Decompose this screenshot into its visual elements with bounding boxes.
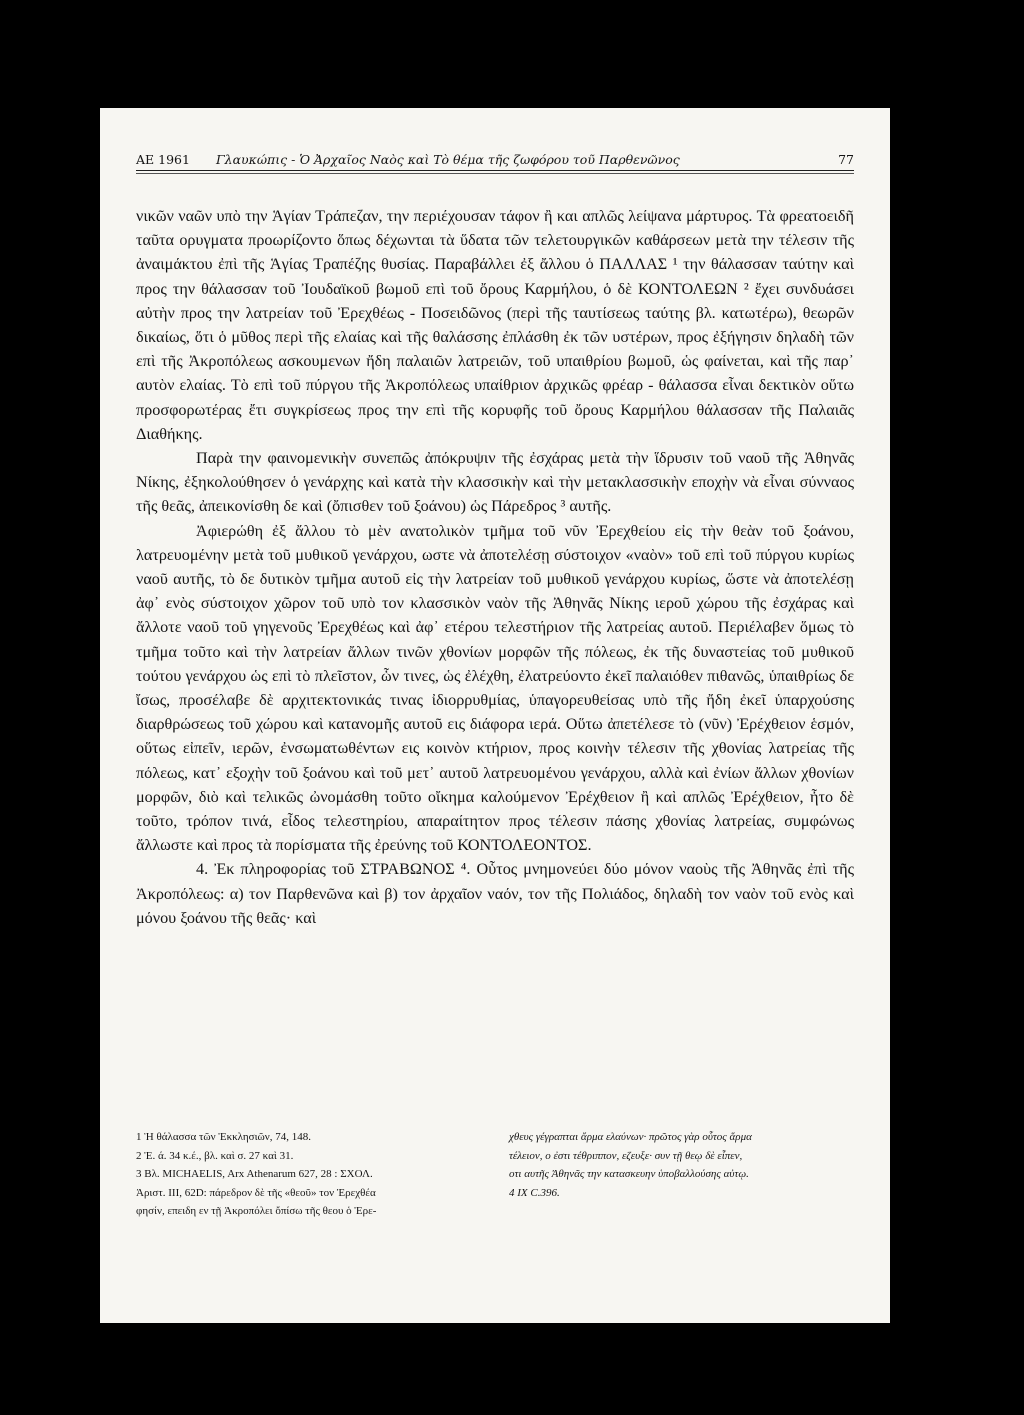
- header-rule-thin: [136, 173, 854, 174]
- paragraph: Ἀφιερώθη ἐξ ἄλλου τὸ μὲν ανατολικὸν τμῆμα τοῦ νῦν Ἐρεχθείου εἰς τὴν θεὰν τοῦ ξοάνου, λατρευομένην μετὰ τοῦ μυθικοῦ γενάρχου, ωστε νὰ ἀποτελέσῃ σύστοιχον «ναὸν» τοῦ επὶ τοῦ πύργου κυρίως ναοῦ αυτῆς, τὸ δε δυτικὸν τμῆμα αυτοῦ εἰς τὴν λατρείαν τοῦ μυθικοῦ γενάρχου κυρίως, ὥστε νὰ ἀποτελέσῃ ἀφ᾽ ενὸς σύστοιχον χῶρον τοῦ υπὸ τον κλασσικὸν ναὸν τῆς Ἀθηνᾶς Νίκης ιεροῦ χώρου τῆς ἐσχάρας καὶ ἄλλοτε ναοῦ τοῦ γηγενοῦς Ἐρεχθέως καὶ ἀφ᾽ ετέρου τελεστήριον τῆς λατρείας αυτοῦ. Περιέλαβεν ὅμως τὸ τμῆμα τοῦτο καὶ τὴν λατρείαν ἄλλων τινῶν χθονίων μορφῶν τῆς πόλεως, ἐκ τῆς δυναστείας τοῦ μυθικοῦ τούτου γενάρχου ὡς επὶ τὸ πλεῖστον, ὧν τινες, ὡς ἐλέχθη, ἐλατρεύοντο ἐκεῖ παλαιόθεν πιθανῶς, ὑπαιθρίως δε ἴσως, προσέλαβε δὲ αρχιτεκτονικάς τινας ἰδιορρυθμίας, ὑπαγορευθείσας υπὸ τῆς ἤδη ἐκεῖ ὑπαρχούσης διαρθρώσεως τοῦ χώρου καὶ κατανομῆς αυτοῦ εις διάφορα ιερά. Οὕτω ἀπετέλεσε τὸ (νῦν) Ἐρέχθειον ἑσμόν, οὕτως εἰπεῖν, ιερῶν, ἐνσωματωθέντων εις κοινὸν κτήριον, προς κοινὴν τέλεσιν τῆς χθονίας λατρείας τῆς πόλεως, κατ᾽ εξοχὴν τοῦ ξοάνου καὶ τοῦ μετ᾽ αυτοῦ λατρευομένου γενάρχου, αλλὰ καὶ ἐνίων ἄλλων χθονίων μορφῶν, διὸ καὶ τελικῶς ὠνομάσθη τοῦτο οἴκημα καλούμενον Ἐρέχθειον ἢ καὶ απλῶς Ἐρέχθειον, ἦτο δὲ τοῦτο, τρόπον τινά, εἶδος τελεστηρίου, απαραίτητον προς τέλεσιν πάσης χθονίας λατρείας, συμφώνως ἄλλωστε καὶ προς τὰ πορίσματα τῆς ἐρεύνης τοῦ ΚΟΝΤΟΛΕΟΝΤΟΣ.: [136, 521, 854, 855]
- document-page: [100, 108, 890, 1323]
- body-text: [136, 204, 854, 930]
- footnote-line: Ἀριστ. III, 62D: πάρεδρον δὲ τῆς «θεοῦ» τον Ἐρεχθέα: [136, 1186, 376, 1199]
- journal-reference: ΑΕ 1961: [136, 152, 190, 167]
- running-header: [136, 152, 854, 167]
- page-number: 77: [838, 152, 854, 167]
- footnote-line: 3 Βλ. MICHAELIS, Arx Athenarum 627, 28 : ΣΧΟΛ.: [136, 1168, 373, 1180]
- running-title: Γλαυκώπις - Ὁ Ἀρχαῖος Ναὸς καὶ Τὸ θέμα τῆς ζωφόρου τοῦ Παρθενῶνος: [216, 152, 680, 167]
- paragraph: 4. Ἐκ πληροφορίας τοῦ ΣΤΡΑΒΩΝΟΣ ⁴. Οὗτος μνημονεύει δύο μόνον ναοὺς τῆς Ἀθηνᾶς ἐπὶ τῆς Ἀκροπόλεως: α) τον Παρθενῶνα καὶ β) τον ἀρχαῖον ναόν, τον τῆς Πολιάδος, δηλαδὴ τον ναὸν τοῦ ενὸς καὶ μόνου ξοάνου τῆς θεᾶς· καὶ: [136, 860, 854, 927]
- header-rule: [136, 170, 854, 171]
- footnotes: [136, 1128, 854, 1221]
- footnote-line: 1 Ἡ θάλασσα τῶν Ἐκκλησιῶν, 74, 148.: [136, 1131, 311, 1143]
- footnote-line: τέλειον, ο ἐστι τέθριππον, εζευξε· συν τῇ θεῳ δὲ εἶπεν,: [509, 1149, 743, 1162]
- paragraph: Παρὰ την φαινομενικὴν συνεπῶς ἀπόκρυψιν τῆς ἐσχάρας μετὰ τὴν ἵδρυσιν τοῦ ναοῦ τῆς Ἀθηνᾶς Νίκης, ἐξηκολούθησεν ὁ γενάρχης καὶ κατὰ τὴν κλασσικὴν καὶ τὴν μετακλασσικὴν εποχὴν νὰ εἶναι σύνναος τῆς θεᾶς, ἀπεικονίσθη δε καὶ (ὄπισθεν τοῦ ξοάνου) ὡς Πάρεδρος ³ αυτῆς.: [136, 449, 854, 516]
- paragraph: νικῶν ναῶν υπὸ την Ἁγίαν Τράπεζαν, την περιέχουσαν τάφον ἢ και απλῶς λείψανα μάρτυρος. Τὰ φρεατοειδῆ ταῦτα ορυγματα προωρίζοντο ὅπως δέχωνται τὰ ὕδατα τῶν τελετουργικῶν καθάρσεων μετὰ την τέλεσιν τῆς ἀναιμάκτου ἐπὶ τῆς Ἁγίας Τραπέζης θυσίας. Παραβάλλει ἐξ ἄλλου ὁ ΠΑΛΛΑΣ ¹ την θάλασσαν ταύτην καὶ προς την θάλασσαν τοῦ Ἰουδαϊκοῦ βωμοῦ επὶ τοῦ ὄρους Καρμήλου, ὁ δὲ ΚΟΝΤΟΛΕΩΝ ² ἔχει συνδυάσει αὐτὴν προς την λατρείαν τοῦ Ἐρεχθέως - Ποσειδῶνος (περὶ τῆς ταυτίσεως ταύτης βλ. κατωτέρω), θεωρῶν δικαίως, ὅτι ὁ μῦθος περὶ τῆς ελαίας καὶ τῆς θαλάσσης ἐπλάσθη ἐκ τῶν υστέρων, προς ἐξήγησιν δηλαδὴ τῶν επὶ τῆς Ἀκροπόλεως ασκουμενων ἤδη παλαιῶν λατρειῶν, τοῦ υπαιθρίου βωμοῦ, ὡς φαίνεται, καὶ τῆς παρ᾽ αυτὸν ελαίας. Τὸ επὶ τοῦ πύργου τῆς Ἀκροπόλεως υπαίθριον ἀρχικῶς φρέαρ - θάλασσα εἶναι δεκτικὸν οὕτω προσφορωτέρας ἔτι συγκρίσεως προς την επὶ τῆς κορυφῆς τοῦ ὄρους Καρμήλου θάλασσαν τῆς Παλαιᾶς Διαθήκης.: [136, 207, 854, 443]
- footnote-line: χθευς γέγραπται ἄρμα ελαύνων· πρῶτος γὰρ οὗτος ἅρμα: [509, 1131, 752, 1143]
- footnotes-right-column: [509, 1128, 854, 1221]
- footnotes-left-column: [136, 1128, 481, 1221]
- footnote-line: φησίν, επειδη εν τῇ Ἀκροπόλει ὄπίσω τῆς θεου ὁ Ἐρε-: [136, 1205, 377, 1217]
- footnote-line: 2 Ἐ. ά. 34 κ.έ., βλ. καὶ σ. 27 καὶ 31.: [136, 1149, 294, 1162]
- footnote-line: οτι αυτῆς Ἀθηνᾶς την κατασκευην ὑποβαλλούσης αὐτῳ.: [509, 1168, 749, 1180]
- footnote-line: 4 IX C.396.: [509, 1186, 560, 1199]
